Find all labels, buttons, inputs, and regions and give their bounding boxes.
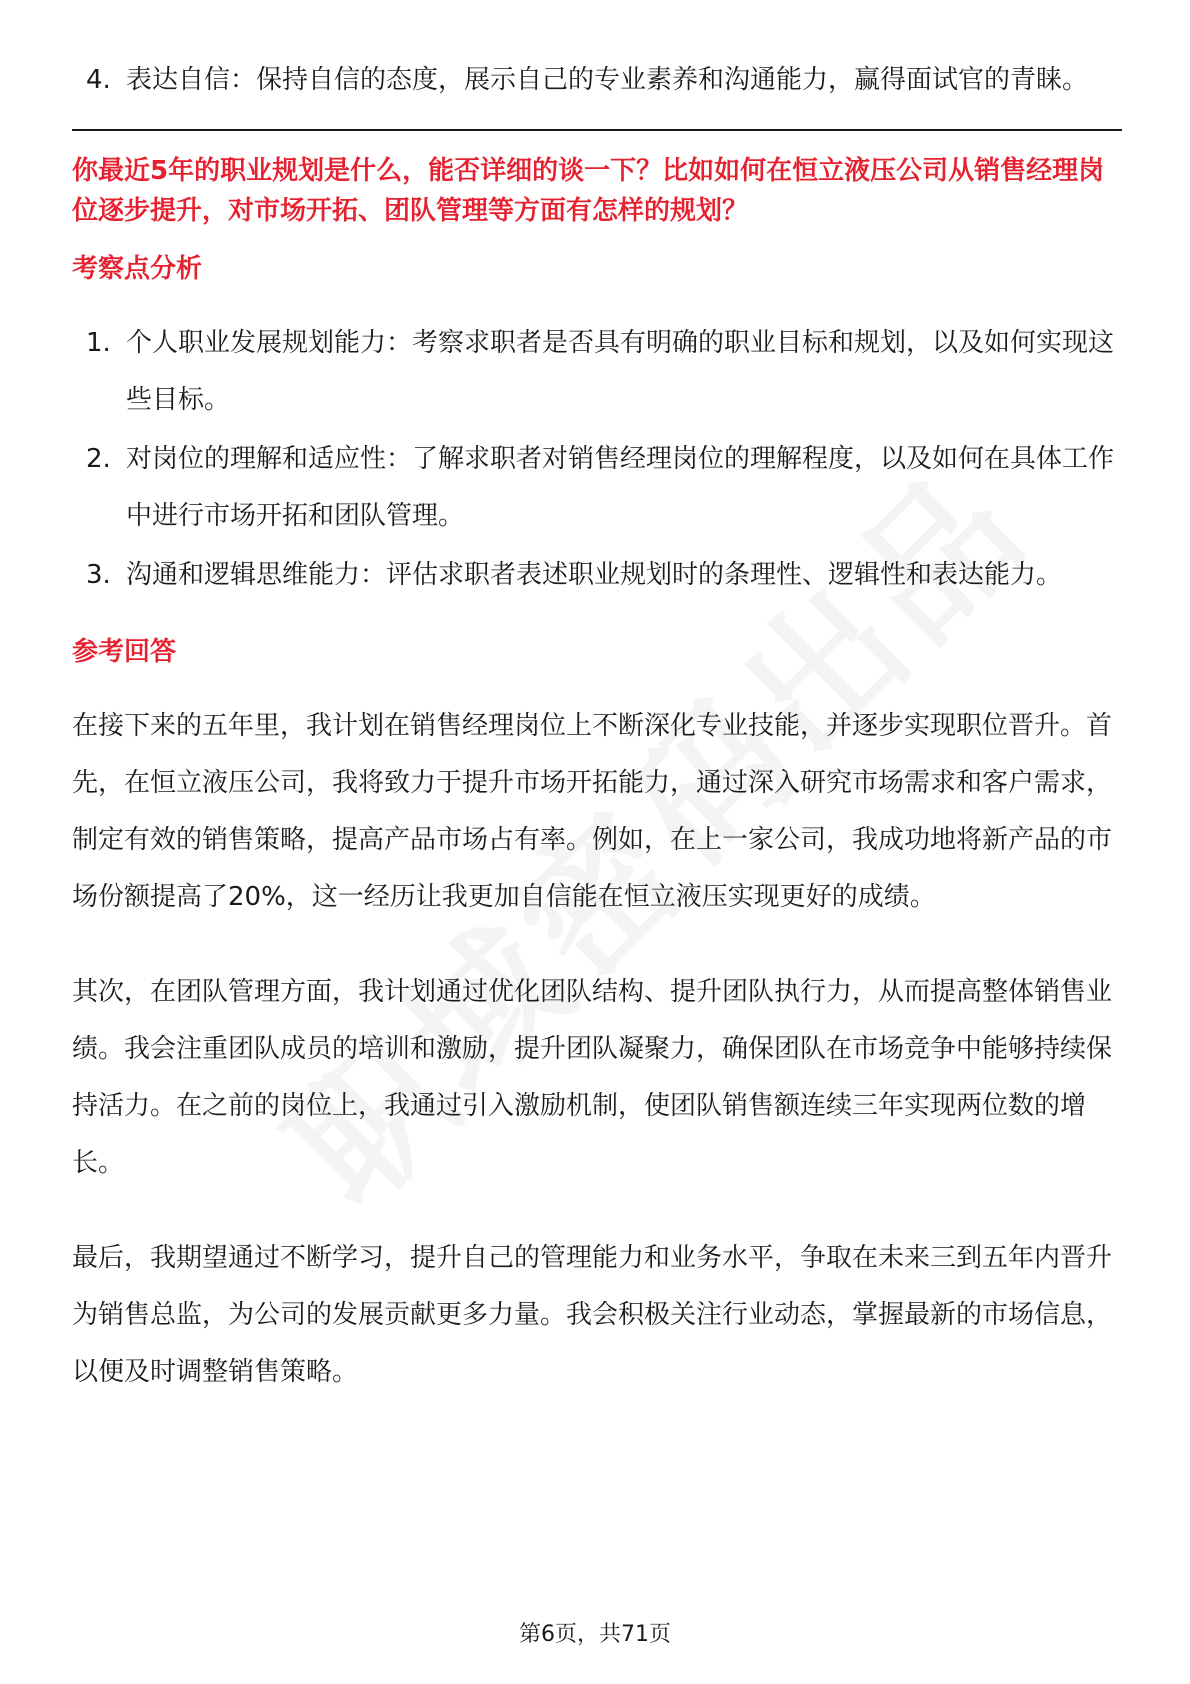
page-content [72, 52, 1122, 1439]
list-number: 3. [86, 560, 111, 590]
list-item [72, 547, 1122, 604]
list-number: 1. [86, 328, 111, 358]
list-item [72, 431, 1122, 545]
list-item [72, 315, 1122, 429]
list-text: 对岗位的理解和适应性：了解求职者对销售经理岗位的理解程度，以及如何在具体工作中进行市场开拓和团队管理。 [126, 444, 1115, 531]
list-number: 2. [86, 444, 111, 474]
answer-paragraph: 最后，我期望通过不断学习，提升自己的管理能力和业务水平，争取在未来三到五年内晋升为销售总监，为公司的发展贡献更多力量。我会积极关注行业动态，掌握最新的市场信息，以便及时调整销售策略。 [72, 1243, 1113, 1387]
section-divider [72, 129, 1122, 131]
list-number: 4. [86, 65, 111, 95]
answer-heading: 参考回答 [72, 637, 177, 667]
answer-paragraph: 其次，在团队管理方面，我计划通过优化团队结构、提升团队执行力，从而提高整体销售业绩。我会注重团队成员的培训和激励，提升团队凝聚力，确保团队在市场竞争中能够持续保持活力。在之前的岗位上，我通过引入激励机制，使团队销售额连续三年实现两位数的增长。 [72, 977, 1113, 1178]
list-text: 沟通和逻辑思维能力：评估求职者表述职业规划时的条理性、逻辑性和表达能力。 [126, 560, 1063, 590]
question-title: 你最近5年的职业规划是什么，能否详细的谈一下？比如如何在恒立液压公司从销售经理岗位逐步提升，对市场开拓、团队管理等方面有怎样的规划？ [72, 156, 1105, 226]
list-text: 个人职业发展规划能力：考察求职者是否具有明确的职业目标和规划，以及如何实现这些目标。 [126, 328, 1115, 415]
list-text: 表达自信：保持自信的态度，展示自己的专业素养和沟通能力，赢得面试官的青睐。 [126, 65, 1089, 95]
page-footer: 第6页，共71页 [519, 1622, 671, 1647]
list-item [72, 52, 1122, 109]
analysis-list [72, 315, 1122, 604]
answer-paragraph: 在接下来的五年里，我计划在销售经理岗位上不断深化专业技能，并逐步实现职位晋升。首先，在恒立液压公司，我将致力于提升市场开拓能力，通过深入研究市场需求和客户需求，制定有效的销售策略，提高产品市场占有率。例如，在上一家公司，我成功地将新产品的市场份额提高了20%，这一经历让我更加自信能在恒立液压实现更好的成绩。 [72, 711, 1113, 912]
analysis-heading: 考察点分析 [72, 254, 203, 284]
previous-list [72, 52, 1122, 109]
